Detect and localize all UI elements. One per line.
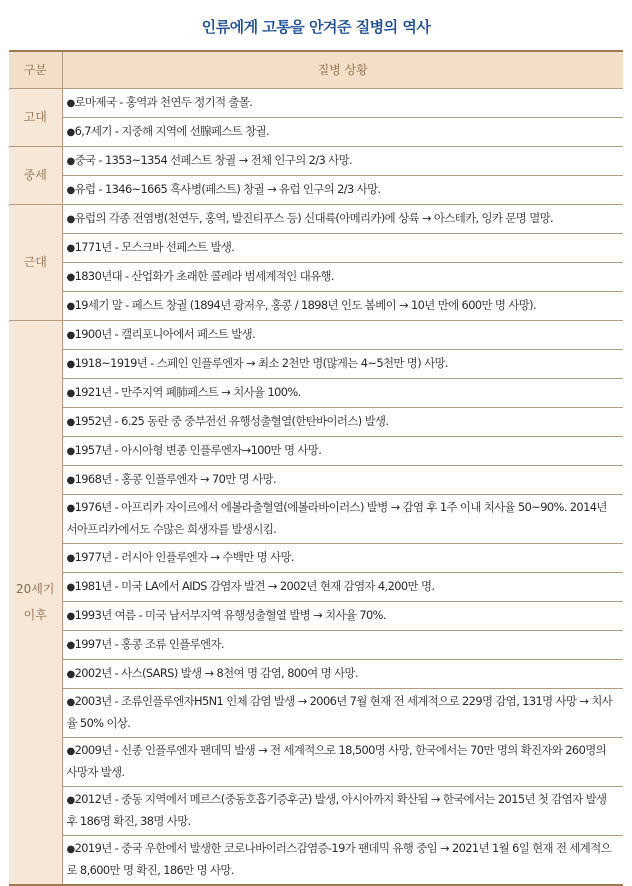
table-row [9,88,623,117]
item-text: 로마제국 - 홍역과 천연두 정기적 출몰. [74,94,253,109]
table-row [9,407,623,436]
list-item [62,233,623,262]
bullet-icon: ● [66,794,75,806]
list-item [62,737,623,786]
era-medieval: 중세 [9,146,62,204]
item-text: 2003년 - 조류인플루엔자H5N1 인체 감염 발생 → 2006년 7월 현재 전 세계적으로 229명 감염, 131명 사망 → 치사율 50% 이상. [66,693,613,730]
list-item [62,320,623,349]
bullet-icon: ● [66,387,75,399]
table-header-row [9,51,623,88]
header-situation: 질병 상황 [62,51,623,88]
list-item [62,349,623,378]
list-item [62,688,623,737]
table-row [9,117,623,146]
item-text: 1771년 - 모스크바 선페스트 발생. [74,239,235,254]
item-text: 1976년 - 아프리카 자이르에서 에볼라출혈열(에볼라바이러스) 발병 → 감염 후 1주 이내 치사율 50~90%. 2014년 서아프리카에서도 수많은 희생자를 발생시킴. [66,499,607,536]
item-text: 1921년 - 만주지역 폐肺페스트 → 치사율 100%. [74,384,301,399]
table-row [9,320,623,349]
table-row [9,204,623,233]
era-modern: 근대 [9,204,62,320]
header-era: 구분 [9,51,62,88]
item-text: 1981년 - 미국 LA에서 AIDS 감염자 발견 → 2002년 현재 감염자 4,200만 명. [74,578,435,593]
item-text: 중국 - 1353~1354 선페스트 창궐 → 전체 인구의 2/3 사망. [74,152,353,167]
item-text: 19세기 말 - 페스트 창궐 (1894년 광저우, 홍콩 / 1898년 인도 봄베이 → 10년 만에 600만 명 사망). [74,297,537,312]
list-item [62,572,623,601]
list-item [62,543,623,572]
bullet-icon: ● [66,843,75,855]
item-text: 2002년 - 사스(SARS) 발생 → 8천여 명 감염, 800여 명 사망. [74,665,358,680]
list-item [62,88,623,117]
item-text: 1900년 - 캘리포니아에서 페스트 발생. [74,326,256,341]
bullet-icon: ● [66,97,75,109]
bullet-icon: ● [66,502,75,514]
item-text: 1993년 여름 - 미국 남서부지역 유행성출혈열 발병 → 치사율 70%. [74,607,386,622]
list-item [62,175,623,204]
item-text: 2019년 - 중국 우한에서 발생한 코로나바이러스감염증-19가 팬데믹 유행 중임 → 2021년 1월 6일 현재 전 세계적으로 8,600만 명 확진, 186만 명 사망. [66,840,612,877]
bullet-icon: ● [66,300,75,312]
table-row [9,291,623,320]
bullet-icon: ● [66,155,75,167]
table-row [9,494,623,543]
bullet-icon: ● [66,745,75,757]
table-row [9,737,623,786]
item-text: 1968년 - 홍콩 인플루엔자 → 70만 명 사망. [74,471,276,486]
table-row [9,233,623,262]
item-text: 1830년대 - 산업화가 초래한 콜레라 범세계적인 대유행. [74,268,334,283]
disease-history-table [9,50,623,886]
page-title: 인류에게 고통을 안겨준 질병의 역사 [201,18,431,36]
item-text: 2012년 - 중동 지역에서 메르스(중동호흡기증후군) 발생, 아시아까지 확산됨 → 한국에서는 2015년 첫 감염자 발생 후 186명 확진, 38명 사망. [66,791,607,828]
table-row [9,835,623,885]
list-item [62,465,623,494]
item-text: 1957년 - 아시아형 변종 인플루엔자→100만 명 사망. [74,442,322,457]
bullet-icon: ● [66,474,75,486]
item-text: 유럽 - 1346~1665 흑사병(페스트) 창궐 → 유럽 인구의 2/3 사망. [74,181,381,196]
bullet-icon: ● [66,639,75,651]
bullet-icon: ● [66,329,75,341]
bullet-icon: ● [66,126,75,138]
list-item [62,407,623,436]
table-row [9,465,623,494]
list-item [62,659,623,688]
table-row [9,349,623,378]
bullet-icon: ● [66,552,75,564]
bullet-icon: ● [66,445,75,457]
list-item [62,378,623,407]
list-item [62,291,623,320]
item-text: 1952년 - 6.25 동란 중 중부전선 유행성출혈열(한탄바이러스) 발생. [74,413,389,428]
table-row [9,630,623,659]
table-row [9,262,623,291]
table-row [9,786,623,835]
table-row [9,601,623,630]
bullet-icon: ● [66,610,75,622]
item-text: 1918~1919년 - 스페인 인플루엔자 → 최소 2천만 명(많게는 4~5천만 명) 사망. [74,355,448,370]
table-row [9,436,623,465]
bullet-icon: ● [66,271,75,283]
era-20th-century-onward: 20세기 이후 [9,320,62,885]
table-row [9,659,623,688]
bullet-icon: ● [66,696,75,708]
bullet-icon: ● [66,668,75,680]
list-item [62,630,623,659]
item-text: 1997년 - 홍콩 조류 인플루엔자. [74,636,224,651]
item-text: 1977년 - 러시아 인플루엔자 → 수백만 명 사망. [74,549,294,564]
bullet-icon: ● [66,213,75,225]
table-row [9,146,623,175]
list-item [62,146,623,175]
item-text: 유럽의 각종 전염병(천연두, 홍역, 발진티푸스 등) 신대륙(아메리카)에 상륙 → 아스테카, 잉카 문명 멸망. [74,210,554,225]
list-item [62,835,623,885]
item-text: 2009년 - 신종 인플루엔자 팬데믹 발생 → 전 세계적으로 18,500명 사망, 한국에서는 70만 명의 확진자와 260명의 사망자 발생. [66,742,607,779]
list-item [62,262,623,291]
table-row [9,378,623,407]
list-item [62,436,623,465]
bullet-icon: ● [66,581,75,593]
item-text: 6,7세기 - 지중해 지역에 선腺페스트 창궐. [74,123,270,138]
bullet-icon: ● [66,358,75,370]
table-row [9,688,623,737]
table-row [9,543,623,572]
bullet-icon: ● [66,184,75,196]
list-item [62,117,623,146]
table-row [9,572,623,601]
list-item [62,786,623,835]
table-row [9,175,623,204]
list-item [62,204,623,233]
bullet-icon: ● [66,416,75,428]
bullet-icon: ● [66,242,75,254]
list-item [62,601,623,630]
era-ancient: 고대 [9,88,62,146]
list-item [62,494,623,543]
